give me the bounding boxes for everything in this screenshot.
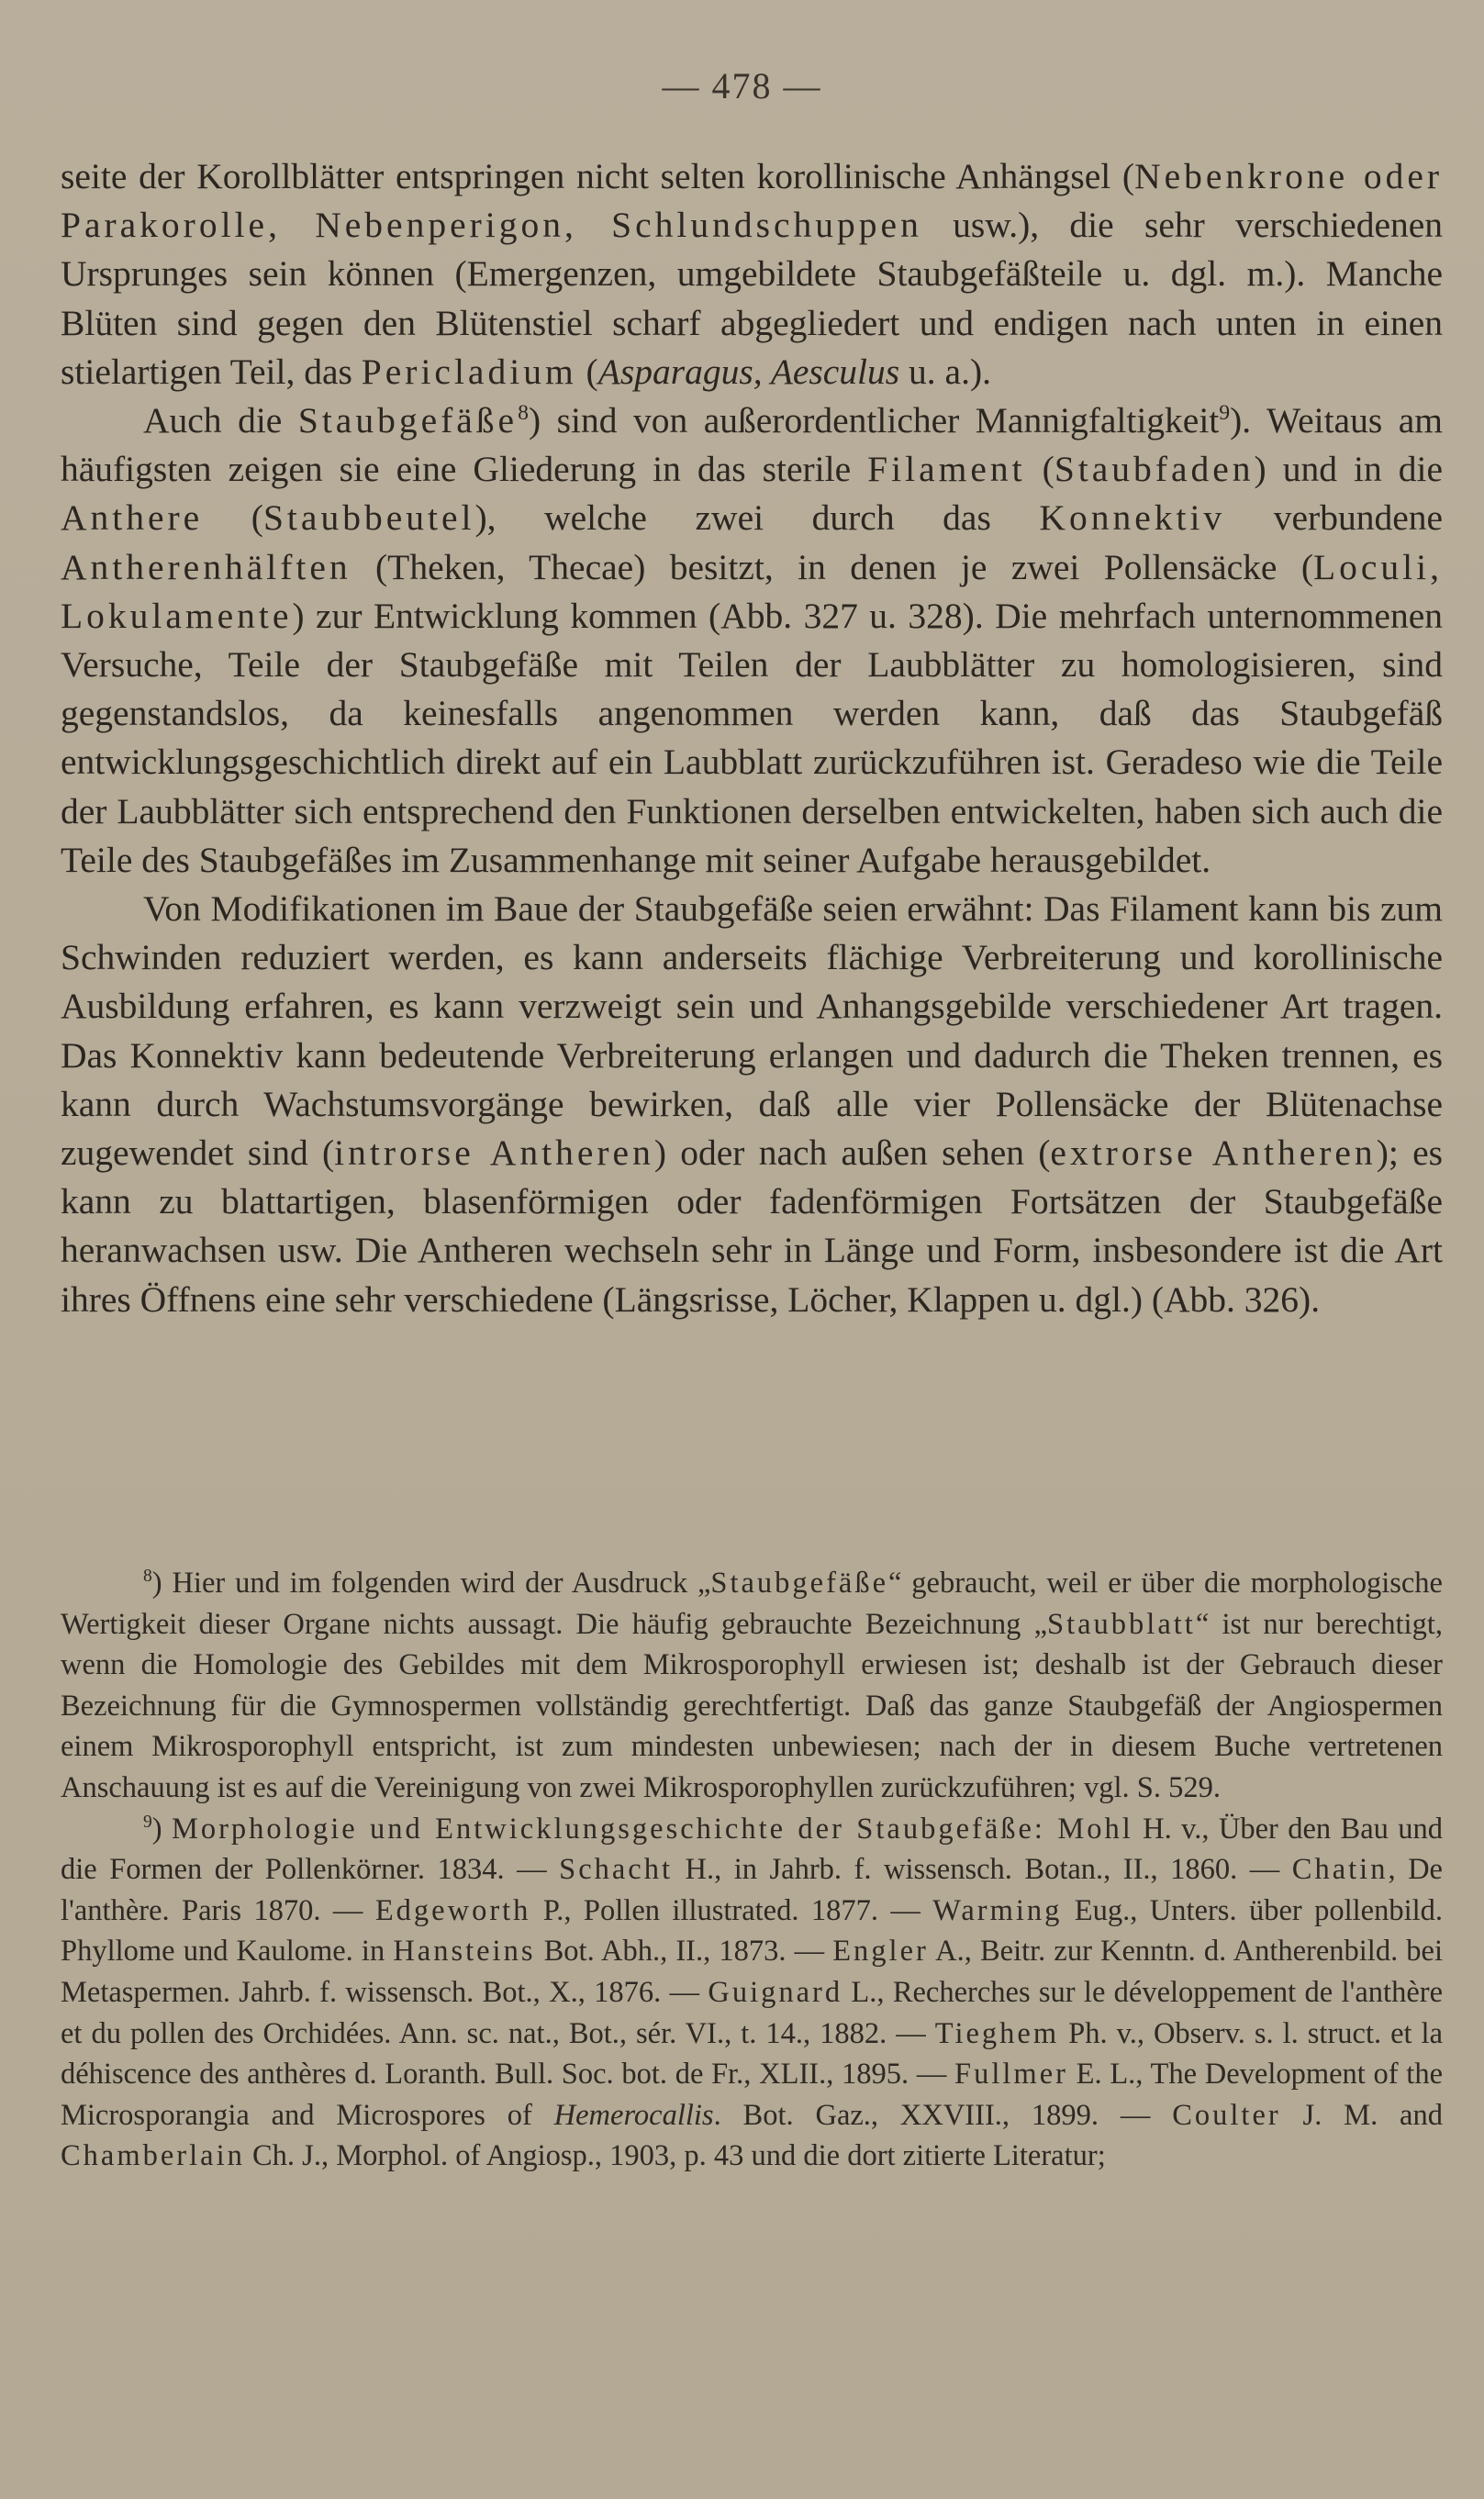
author-name: Coulter — [1172, 2098, 1281, 2132]
author-name: Chatin — [1291, 1853, 1389, 1887]
footnote-8 — [61, 1563, 1443, 1809]
spaced-term: Staubblatt — [1047, 1607, 1196, 1641]
text-run: Auch die — [143, 400, 298, 441]
author-name: Warming — [932, 1893, 1063, 1927]
italic-term: Asparagus, Aesculus — [597, 351, 900, 392]
author-name: Engler — [832, 1935, 929, 1969]
text-run: ), welche zwei durch das — [474, 497, 1040, 539]
spaced-term: Morphologie und Entwicklungsgeschichte der Staubgefäße: — [171, 1812, 1045, 1846]
footnote-ref-8[interactable]: 8 — [518, 400, 529, 425]
text-run: ( — [1025, 449, 1054, 490]
text-run: ). Weitaus am häufigsten zeigen sie eine Gliederung in das sterile — [61, 400, 1443, 490]
text-run: Ph. v., Observ. s. l. struct. et la déhiscence des anthères d. Loranth. Bull. Soc. bot. de Fr., XLII., 1895. — — [61, 2016, 1444, 2092]
spaced-term: Anthere — [61, 497, 204, 539]
text-run: Von Modifikationen im Baue der Staubgefäße seien erwähnt: Das Filament kann bis zum Schwinden reduziert werden, es kann anderseits flächige Verbreiterung und korollinische Ausbildung erfahren, es kann verzweigt sein und Anhangsgebilde verschiedener Art tragen. Das Konnektiv kann bedeutende Verbreiterung erlangen und dadurch die Theken trennen, es kann durch Wachstumsvorgänge bewirken, daß alle vier Pollensäcke der Blütenachse zugewendet sind ( — [61, 888, 1443, 1174]
text-run: , De l'anthère. Paris 1870. — — [61, 1853, 1443, 1927]
spaced-term: Staubbeutel — [262, 497, 475, 539]
footnote-9 — [61, 1809, 1443, 2177]
text-run: ( — [203, 497, 263, 539]
footnote-mark: 8 — [143, 1567, 152, 1587]
paragraph-2 — [61, 396, 1443, 885]
footnote-mark: 9 — [143, 1812, 152, 1832]
text-run: ( — [576, 351, 598, 392]
author-name: Guignard — [708, 1975, 843, 2009]
spaced-term: Staubgefäße — [710, 1567, 889, 1600]
text-run: “ ist nur berechtigt, wenn die Homologie des Gebildes mit dem Mikrosporophyll erwiesen ist; deshalb ist der Gebrauch dieser Bezeichnung für die Gymnospermen vollständig gerechtfertigt. Daß das ganze Staubgefäß der Angiospermen einem Mikrosporophyll entspricht, ist zum mindesten unbewiesen; nach der in diesem Buche vertretenen Anschauung ist es auf die Vereinigung von zwei Mikrosporophyllen zurückzuführen; vgl. S. 529. — [61, 1607, 1443, 1804]
text-run: E. L., The Development of the Microsporangia and Microspores of — [61, 2058, 1443, 2132]
text-run: Eug., Unters. über pollenbild. Phyllome und Kaulome. in — [61, 1893, 1444, 1969]
author-name: Mohl — [1044, 1812, 1133, 1846]
text-run: H., in Jahrb. f. wissensch. Botan., II., 1860. — — [673, 1853, 1292, 1887]
author-name: Chamberlain — [61, 2139, 245, 2173]
spaced-term: Staubgefäße — [297, 400, 519, 441]
spaced-term: Loculi, Lokulamente — [61, 546, 1443, 636]
spaced-term: Konnektiv — [1039, 497, 1226, 539]
spaced-term: Antherenhälften — [61, 546, 351, 587]
text-run: . Bot. Gaz., XXVIII., 1899. — — [713, 2098, 1173, 2132]
text-run: A., Beitr. zur Kenntn. d. Antherenbild. bei Metaspermen. Jahrb. f. wissensch. Bot., X., 1876. — — [61, 1935, 1444, 2009]
text-run: (Theken, Thecae) besitzt, in denen je zwei Pollensäcke ( — [351, 546, 1314, 587]
paragraph-3 — [61, 885, 1443, 1324]
text-run: u. a.). — [899, 351, 991, 392]
spaced-term: introrse Antheren — [334, 1132, 654, 1174]
text-run: J. M. and — [1280, 2098, 1443, 2132]
author-name: Schacht — [559, 1853, 674, 1887]
text-run: H. v., Über den Bau und die Formen der Pollenkörner. 1834. — — [61, 1812, 1443, 1887]
author-name: Edgeworth — [374, 1893, 531, 1927]
spaced-term: Filament — [867, 449, 1026, 490]
text-run: ) zur Entwicklung kommen (Abb. 327 u. 328). Die mehrfach unternommenen Versuche, Teile der Staubgefäße mit Teilen der Laubblätter zu homologisieren, sind gegenstandslos, da keinesfalls angenommen werden kann, daß das Staubgefäß entwicklungsgeschichtlich direkt auf ein Laubblatt zurückzuführen ist. Geradeso wie die Teile der Laubblätter sich entsprechend den Funktionen derselben entwickelten, haben sich auch die Teile des Staubgefäßes im Zusammenhange mit seiner Aufgabe herausgebildet. — [61, 595, 1443, 880]
spaced-term: extrorse Antheren — [1050, 1132, 1377, 1174]
author-name: Fullmer — [954, 2058, 1068, 2092]
footnote-ref-9[interactable]: 9 — [1219, 400, 1231, 425]
text-run: usw.), die sehr verschiedenen Ursprunges sein können (Emergenzen, umgebildete Staubgefäßteile u. dgl. m.). Manche Blüten sind gegen den Blütenstiel scharf abgegliedert und endigen nach unten in einen stielartigen Teil, das — [61, 205, 1444, 392]
text-run: ); es kann zu blattartigen, blasenförmigen oder fadenförmigen Fortsätzen der Staubgefäße heranwachsen usw. Die Antheren wechseln sehr in Länge und Form, insbesondere ist die Art ihres Öffnens eine sehr verschiedene (Längsrisse, Löcher, Klappen u. dgl.) (Abb. 326). — [61, 1132, 1443, 1320]
author-name: Tieghem — [934, 2016, 1060, 2050]
text-run: P., Pollen illustrated. 1877. — — [530, 1893, 933, 1927]
spaced-term: Pericladium — [361, 351, 577, 392]
text-run: ) — [151, 1812, 172, 1846]
spaced-term: Nebenkrone oder Parakorolle, Nebenperigon, Schlundschuppen — [61, 156, 1443, 246]
text-run: seite der Korollblätter entspringen nicht selten korollinische Anhängsel ( — [61, 156, 1135, 196]
text-run: Ch. J., Morphol. of Angiosp., 1903, p. 43 und die dort zitierte Literatur; — [244, 2139, 1106, 2173]
text-run: ) sind von außerordentlicher Mannigfaltigkeit — [528, 400, 1220, 441]
author-name: Hansteins — [393, 1935, 536, 1969]
text-run: ) und in die — [1254, 449, 1444, 490]
text-run: verbundene — [1225, 497, 1444, 539]
text-run: ) oder nach außen sehen ( — [653, 1132, 1051, 1174]
text-run: “ gebraucht, weil er über die morphologische Wertigkeit dieser Organe nichts aussagt. Die häufig gebrauchte Bezeichnung „ — [61, 1567, 1443, 1641]
spaced-term: Staubfaden — [1054, 449, 1255, 490]
text-run: L., Recherches sur le développement de l'anthère et du pollen des Orchidées. Ann. sc. nat., Bot., sér. VI., t. 14., 1882. — — [61, 1975, 1443, 2050]
footnotes — [61, 1563, 1443, 2177]
text-run: Bot. Abh., II., 1873. — — [535, 1935, 833, 1969]
italic-term: Hemerocallis — [553, 2098, 714, 2132]
text-run: ) Hier und im folgenden wird der Ausdruck „ — [151, 1567, 711, 1600]
paragraph-1 — [61, 152, 1443, 396]
main-text — [61, 152, 1443, 1324]
page-number: — 478 — — [662, 65, 822, 106]
